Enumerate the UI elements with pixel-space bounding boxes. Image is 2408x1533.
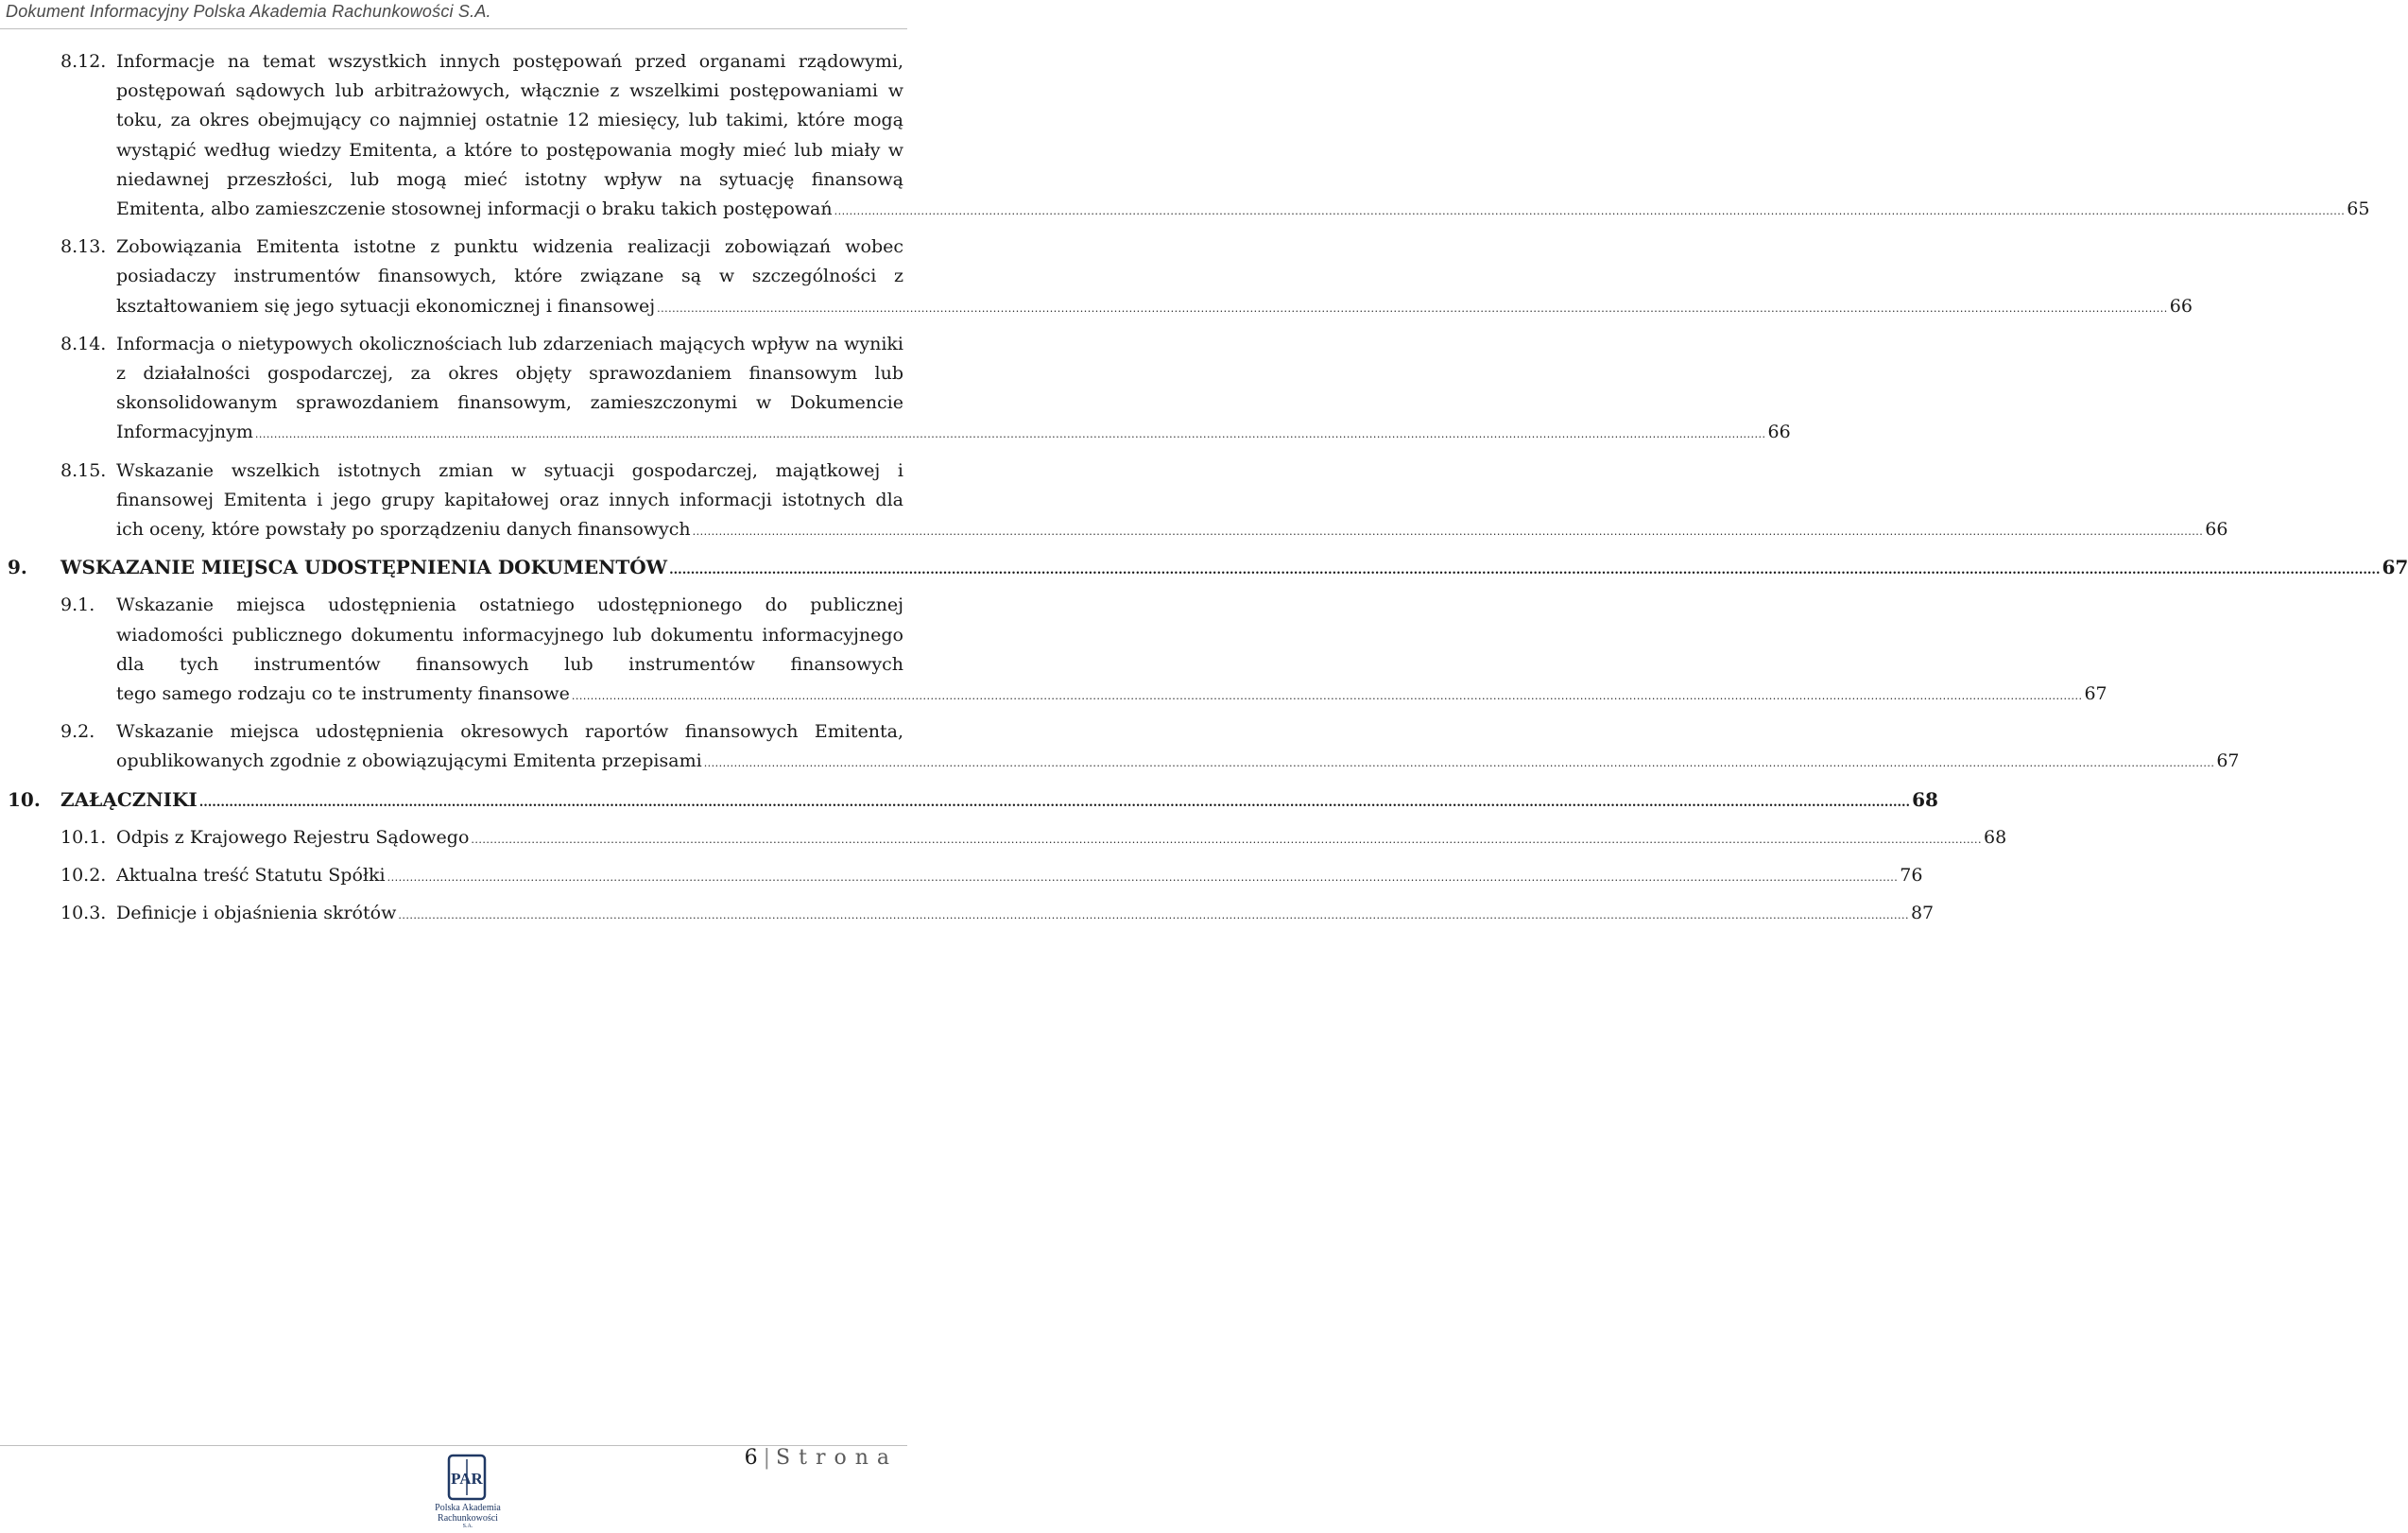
toc-dot-leader: ................................................................................................................................................................................................................................................................................................................................................................................................................	[669, 563, 2381, 578]
toc-entry-title: Emitenta, albo zamieszczenie stosownej informacji o braku takich postępowań	[116, 198, 833, 220]
toc-entry-text: Informacja o nietypowych okolicznościach lub zdarzeniach mających wpływ na wyniki z działalności gospodarczej, za okres objęty sprawozdaniem finansowym lub skonsolidowanym sprawozdaniem finansowym, zamieszczonymi w Dokumencie	[116, 333, 903, 414]
toc-entry-number: 9.1.	[60, 594, 95, 616]
toc-entry[interactable]	[0, 823, 2007, 854]
toc-entry-title: Definicje i objaśnienia skrótów	[116, 903, 397, 924]
toc-entry[interactable]	[0, 456, 2228, 547]
logo-caption-line3: S.A.	[462, 1524, 473, 1529]
toc-entry-number: 9.2.	[60, 721, 95, 743]
toc-entry-title: Informacyjnym	[116, 422, 253, 443]
toc-entry-number: 8.13.	[60, 236, 107, 258]
toc-entry-number: 10.3.	[60, 903, 107, 924]
toc-entry-last-line	[116, 861, 1923, 892]
toc-chapter[interactable]	[0, 785, 1938, 818]
toc-entry[interactable]	[0, 861, 1923, 892]
toc-entry-title: tego samego rodzaju co te instrumenty finansowe	[116, 683, 570, 705]
toc-dot-leader: ................................................................................................................................................................................................................................................................................................................................................................................................................	[657, 301, 2168, 315]
toc-entry-number: 10.1.	[60, 826, 107, 848]
toc-dot-leader: ................................................................................................................................................................................................................................................................................................................................................................................................................	[398, 909, 1909, 922]
toc-page-number[interactable]: 67	[2382, 556, 2408, 579]
toc-entry-last-line	[116, 418, 1791, 449]
toc-dot-leader: ................................................................................................................................................................................................................................................................................................................................................................................................................	[254, 428, 1766, 441]
toc-entry-number: 10.2.	[60, 865, 107, 887]
toc-page-number[interactable]: 66	[2169, 295, 2193, 317]
toc-dot-leader: ................................................................................................................................................................................................................................................................................................................................................................................................................	[571, 690, 2083, 703]
toc-entry-text: Zobowiązania Emitenta istotne z punktu widzenia realizacji zobowiązań wobec posiadaczy instrumentów finansowych, które związane są w szczególności z	[116, 236, 903, 287]
toc-entry-last-line	[116, 195, 2370, 226]
toc-entry-text: Wskazanie wszelkich istotnych zmian w sytuacji gospodarczej, majątkowej i finansowej Emitenta i jego grupy kapitałowej oraz innych informacji istotnych dla	[116, 459, 903, 510]
toc-entry-title: Aktualna treść Statutu Spółki	[116, 865, 386, 887]
toc-entry[interactable]	[0, 717, 2240, 778]
toc-entry-number: 10.	[8, 787, 41, 811]
toc-dot-leader: ................................................................................................................................................................................................................................................................................................................................................................................................................	[703, 757, 2215, 770]
toc-entry-text: Wskazanie miejsca udostępnienia ostatniego udostępnionego do publicznej wiadomości publicznego dokumentu informacyjnego lub dokumentu informacyjnego dla tych instrumentów finansowych lub instrumentów finansowych	[116, 594, 903, 675]
toc-entry-last-line	[60, 553, 2408, 585]
toc-page-number[interactable]: 76	[1900, 865, 1923, 887]
header-title: Dokument Informacyjny Polska Akademia Rachunkowości S.A.	[6, 2, 491, 21]
toc-entry-number: 9.	[8, 556, 27, 579]
toc-entry-text: Wskazanie miejsca udostępnienia okresowych raportów finansowych Emitenta,	[116, 721, 903, 743]
toc-entry-title: WSKAZANIE MIEJSCA UDOSTĘPNIENIA DOKUMENTÓW	[60, 556, 668, 579]
toc-entry-last-line	[116, 747, 2240, 778]
toc-dot-leader: ................................................................................................................................................................................................................................................................................................................................................................................................................	[387, 871, 1899, 885]
toc-entry-number: 8.14.	[60, 333, 107, 354]
logo-monogram: PAR	[451, 1470, 483, 1488]
toc-entry-title: ZAŁĄCZNIKI	[60, 787, 198, 811]
toc-page-number[interactable]: 65	[2347, 198, 2370, 220]
page-word: Strona	[776, 1446, 898, 1470]
toc-entry[interactable]	[0, 47, 2370, 226]
toc-page-number[interactable]: 67	[2084, 683, 2107, 705]
logo-caption	[397, 1503, 539, 1530]
toc-page-number[interactable]: 66	[1767, 422, 1791, 443]
toc-entry-last-line	[116, 515, 2228, 546]
toc-entry-last-line	[116, 899, 1935, 930]
toc-dot-leader: ................................................................................................................................................................................................................................................................................................................................................................................................................	[471, 833, 1983, 846]
toc-entry-last-line	[116, 680, 2107, 711]
toc-entry[interactable]	[0, 233, 2193, 323]
page-header	[0, 0, 907, 29]
toc-chapter[interactable]	[0, 553, 2408, 585]
toc-dot-leader: ................................................................................................................................................................................................................................................................................................................................................................................................................	[692, 525, 2204, 539]
toc-page-number[interactable]: 66	[2205, 519, 2228, 541]
toc-dot-leader: ................................................................................................................................................................................................................................................................................................................................................................................................................	[198, 795, 1911, 810]
toc-dot-leader: ................................................................................................................................................................................................................................................................................................................................................................................................................	[834, 205, 2346, 218]
toc-entry-last-line	[116, 823, 2007, 854]
toc-entry-number: 8.15.	[60, 459, 107, 481]
toc-entry-title: opublikowanych zgodnie z obowiązującymi Emitenta przepisami	[116, 750, 702, 772]
page-number-value: 6	[744, 1446, 758, 1470]
toc-page-number[interactable]: 68	[1984, 826, 2007, 848]
toc-entry[interactable]	[0, 591, 2107, 711]
toc-entry-title: ich oceny, które powstały po sporządzeniu danych finansowych	[116, 519, 691, 541]
toc-entry-last-line	[116, 292, 2193, 323]
toc-entry-number: 8.12.	[60, 51, 107, 72]
page-number-separator: |	[763, 1446, 771, 1470]
logo-caption-line1: Polska Akademia	[435, 1503, 501, 1513]
toc-entry-title: Odpis z Krajowego Rejestru Sądowego	[116, 826, 470, 848]
toc-page-number[interactable]: 87	[1910, 903, 1935, 924]
logo-caption-line2: Rachunkowości	[438, 1513, 498, 1524]
toc-entry[interactable]	[0, 330, 1791, 450]
toc-page-number[interactable]: 67	[2216, 750, 2240, 772]
toc-page-number[interactable]: 68	[1912, 787, 1938, 811]
toc-entry-title: kształtowaniem się jego sytuacji ekonomicznej i finansowej	[116, 295, 656, 317]
toc-entry-last-line	[60, 785, 1938, 818]
table-of-contents	[0, 47, 2408, 937]
page-number	[745, 1446, 898, 1470]
toc-entry-text: Informacje na temat wszystkich innych postępowań przed organami rządowymi, postępowań sądowych lub arbitrażowych, włącznie z wszelkimi postępowaniami w toku, za okres obejmujący co najmniej ostatnie 12 miesięcy, lub takimi, które mogą wystąpić według wiedzy Emitenta, a które to postępowania mogły mieć lub miały w niedawnej przeszłości, lub mogą mieć istotny wpływ na sytuację finansową	[116, 51, 903, 190]
toc-entry[interactable]	[0, 899, 1935, 930]
